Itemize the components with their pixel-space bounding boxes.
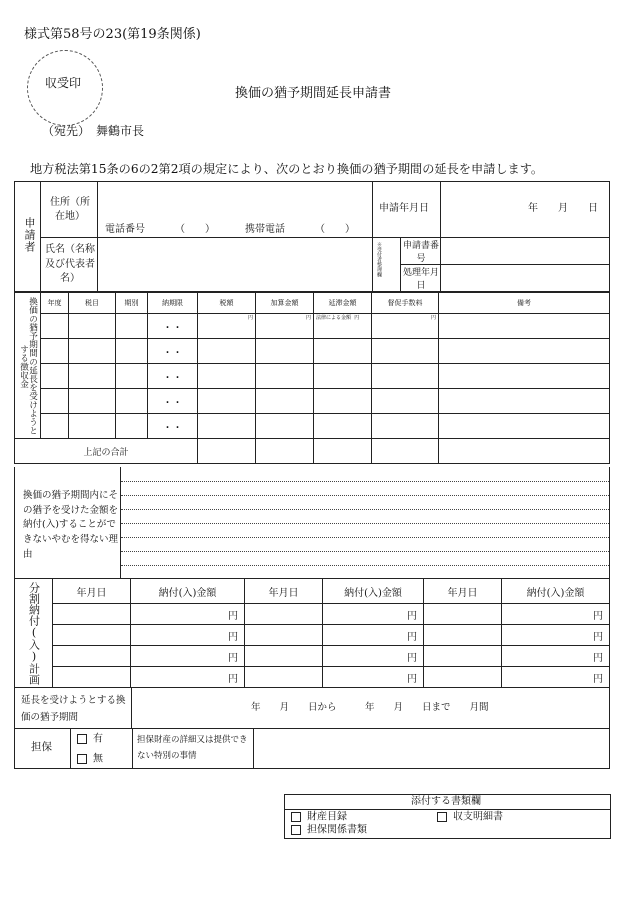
security-label: 担保	[31, 741, 52, 753]
checkbox-icon[interactable]	[77, 754, 87, 764]
due-date-dots: ・・	[148, 314, 198, 339]
installment-date-header: 年月日	[245, 579, 323, 604]
tax-table-side-label: 換価の猶予期間の延長を受けようとする徴収金	[18, 297, 38, 435]
office-use-label: ※受付者整理欄	[376, 242, 382, 277]
installment-amount-header: 納付(入)金額	[131, 579, 245, 604]
extension-period-value: 年 月 日から 年 月 日まで 月間	[251, 702, 489, 713]
reason-block	[14, 467, 610, 579]
attachments-box	[284, 794, 611, 839]
security-no-option[interactable]: 無	[77, 754, 103, 765]
yen-unit: 円	[502, 646, 610, 667]
form-number: 様式第58号の23(第19条関係)	[24, 27, 201, 42]
header-period: 期別	[116, 292, 148, 314]
checkbox-icon[interactable]	[437, 812, 447, 822]
header-year: 年度	[41, 292, 69, 314]
due-date-dots: ・・	[148, 389, 198, 414]
reminder-unit: 円	[372, 314, 439, 339]
table-row	[15, 414, 610, 439]
page-title: 換価の猶予期間延長申請書	[235, 86, 392, 101]
total-row	[15, 439, 610, 464]
mobile-label: 携帯電話	[245, 224, 285, 235]
extension-period-block	[14, 688, 610, 729]
header-remarks: 備考	[439, 292, 610, 314]
yen-unit: 円	[502, 604, 610, 625]
checkbox-icon[interactable]	[77, 734, 87, 744]
table-row	[15, 339, 610, 364]
due-date-dots: ・・	[148, 364, 198, 389]
installment-date-header: 年月日	[424, 579, 502, 604]
installment-amount-header: 納付(入)金額	[502, 579, 610, 604]
attachment-security-documents[interactable]: 担保関係書類	[291, 825, 367, 836]
yen-unit: 円	[131, 625, 245, 646]
due-date-dots: ・・	[148, 414, 198, 439]
table-row	[15, 646, 610, 667]
yen-unit: 円	[502, 667, 610, 688]
process-date-label: 処理年月日	[403, 268, 440, 291]
attachment-property-list[interactable]: 財産目録	[291, 812, 347, 823]
address-label: 住所（所在地）	[50, 197, 90, 222]
tax-unit: 円	[198, 314, 256, 339]
receipt-stamp-label: 収受印	[45, 76, 82, 90]
header-late-fee: 延滞金額	[314, 292, 372, 314]
late-fee-note: 法律による金額 円	[314, 314, 372, 339]
installment-side-label: 分割納付(入)計画	[27, 581, 41, 685]
extension-period-label: 延長を受けようとする換価の猶予期間	[21, 695, 126, 724]
attachments-title: 添付する書類欄	[411, 796, 481, 807]
yen-unit: 円	[323, 604, 424, 625]
installment-table	[14, 578, 610, 688]
apply-date-label: 申請年月日	[379, 203, 429, 214]
intro-text: 地方税法第15条の6の2第2項の規定により、次のとおり換価の猶予期間の延長を申請します。	[30, 162, 544, 176]
yen-unit: 円	[131, 646, 245, 667]
security-block	[14, 728, 610, 769]
checkbox-icon[interactable]	[291, 825, 301, 835]
attachment-income-statement[interactable]: 収支明細書	[437, 812, 503, 823]
yen-unit: 円	[131, 604, 245, 625]
table-row	[15, 364, 610, 389]
yen-unit: 円	[323, 625, 424, 646]
installment-date-header: 年月日	[53, 579, 131, 604]
applicant-label: 申請者	[23, 217, 36, 253]
yen-unit: 円	[131, 667, 245, 688]
table-row	[15, 625, 610, 646]
security-yes-option[interactable]: 有	[77, 734, 103, 745]
app-number-label: 申請書番号	[403, 241, 440, 264]
table-row	[15, 604, 610, 625]
phone-paren: （ ）	[175, 224, 215, 235]
header-due-date: 納期限	[148, 292, 198, 314]
yen-unit: 円	[323, 646, 424, 667]
installment-amount-header: 納付(入)金額	[323, 579, 424, 604]
mobile-paren: （ ）	[315, 224, 355, 235]
header-reminder-fee: 督促手数料	[372, 292, 439, 314]
due-date-dots: ・・	[148, 339, 198, 364]
applicant-block	[14, 181, 610, 293]
header-additional-amount: 加算金額	[256, 292, 314, 314]
table-row	[15, 389, 610, 414]
table-row	[15, 314, 610, 339]
apply-date-value: 年 月 日	[528, 203, 598, 214]
checkbox-icon[interactable]	[291, 812, 301, 822]
yen-unit: 円	[502, 625, 610, 646]
table-row	[15, 667, 610, 688]
yen-unit: 円	[323, 667, 424, 688]
header-tax-item: 税目	[69, 292, 116, 314]
addressee: （宛先） 舞鶴市長	[42, 124, 145, 138]
header-tax-amount: 税額	[198, 292, 256, 314]
additional-unit: 円	[256, 314, 314, 339]
name-label: 氏名（名称及び代表者名）	[45, 244, 95, 284]
phone-label: 電話番号	[105, 224, 145, 235]
total-label: 上記の合計	[15, 439, 198, 464]
security-detail-label: 担保財産の詳細又は提供できない特別の事情	[137, 735, 248, 762]
reason-label: 換価の猶予期間内にその猶予を受けた金額を納付(入)することができないやむを得ない理由	[23, 490, 119, 560]
tax-table	[14, 291, 610, 464]
